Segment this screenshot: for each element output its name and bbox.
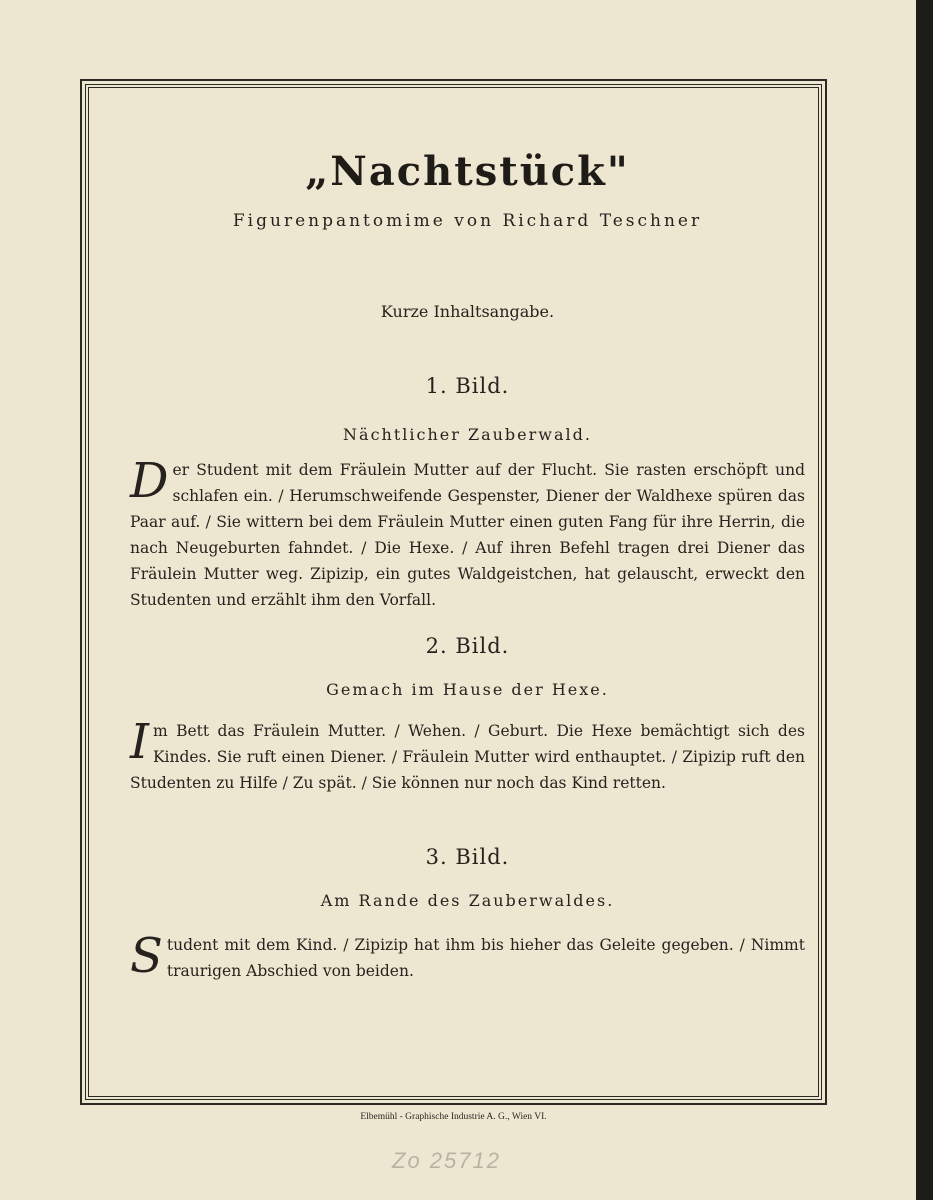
scene-1-dropcap: D bbox=[130, 453, 169, 509]
scene-2-body: m Bett das Fräulein Mutter. / Wehen. / Geburt. Die Hexe bemächtigt sich des Kindes. Sie ruft einen Diener. / Fräulein Mutter wird enthauptet. / Zipizip ruft den Studenten zu Hilfe / Zu spät. / Sie können nur noch das Kind retten. bbox=[130, 722, 805, 792]
scene-1-text bbox=[130, 453, 805, 613]
scene-3-dropcap: S bbox=[130, 928, 163, 984]
scene-1-title: Nächtlicher Zauberwald. bbox=[343, 425, 592, 444]
summary-heading: Kurze Inhaltsangabe. bbox=[380, 302, 555, 321]
scene-2-title: Gemach im Hause der Hexe. bbox=[326, 680, 609, 699]
scene-2-number: 2. Bild. bbox=[425, 634, 510, 658]
scene-3-title: Am Rande des Zauberwaldes. bbox=[320, 891, 615, 910]
scene-1-body: er Student mit dem Fräulein Mutter auf der Flucht. Sie rasten erschöpft und schlafen ein. / Herumschweifende Gespenster, Diener der Waldhexe spüren das Paar auf. / Sie wittern bei dem Fräulein Mutter einen guten Fang für ihre Herrin, die nach Neugeburten fahndet. / Die Hexe. / Auf ihren Befehl tragen drei Diener das Fräulein Mutter weg. Zipizip, ein gutes Waldgeistchen, hat gelauscht, erweckt den Studenten und erzählt ihm den Vorfall. bbox=[130, 461, 805, 609]
printer-imprint: Elbemühl - Graphische Industrie A. G., Wien VI. bbox=[360, 1112, 547, 1122]
scene-1-number: 1. Bild. bbox=[425, 374, 510, 398]
archive-inventory-mark: Zo 25712 bbox=[392, 1148, 501, 1173]
scene-3-number: 3. Bild. bbox=[425, 845, 510, 869]
page-title: „Nachtstück" bbox=[305, 148, 630, 195]
scene-2-text bbox=[130, 714, 805, 796]
subtitle: Figurenpantomime von Richard Teschner bbox=[232, 211, 703, 231]
scene-2-dropcap: I bbox=[130, 714, 149, 770]
scene-3-body: tudent mit dem Kind. / Zipizip hat ihm bis hieher das Geleite gegeben. / Nimmt traurigen Abschied von beiden. bbox=[166, 936, 805, 980]
scene-3-text bbox=[130, 928, 805, 984]
